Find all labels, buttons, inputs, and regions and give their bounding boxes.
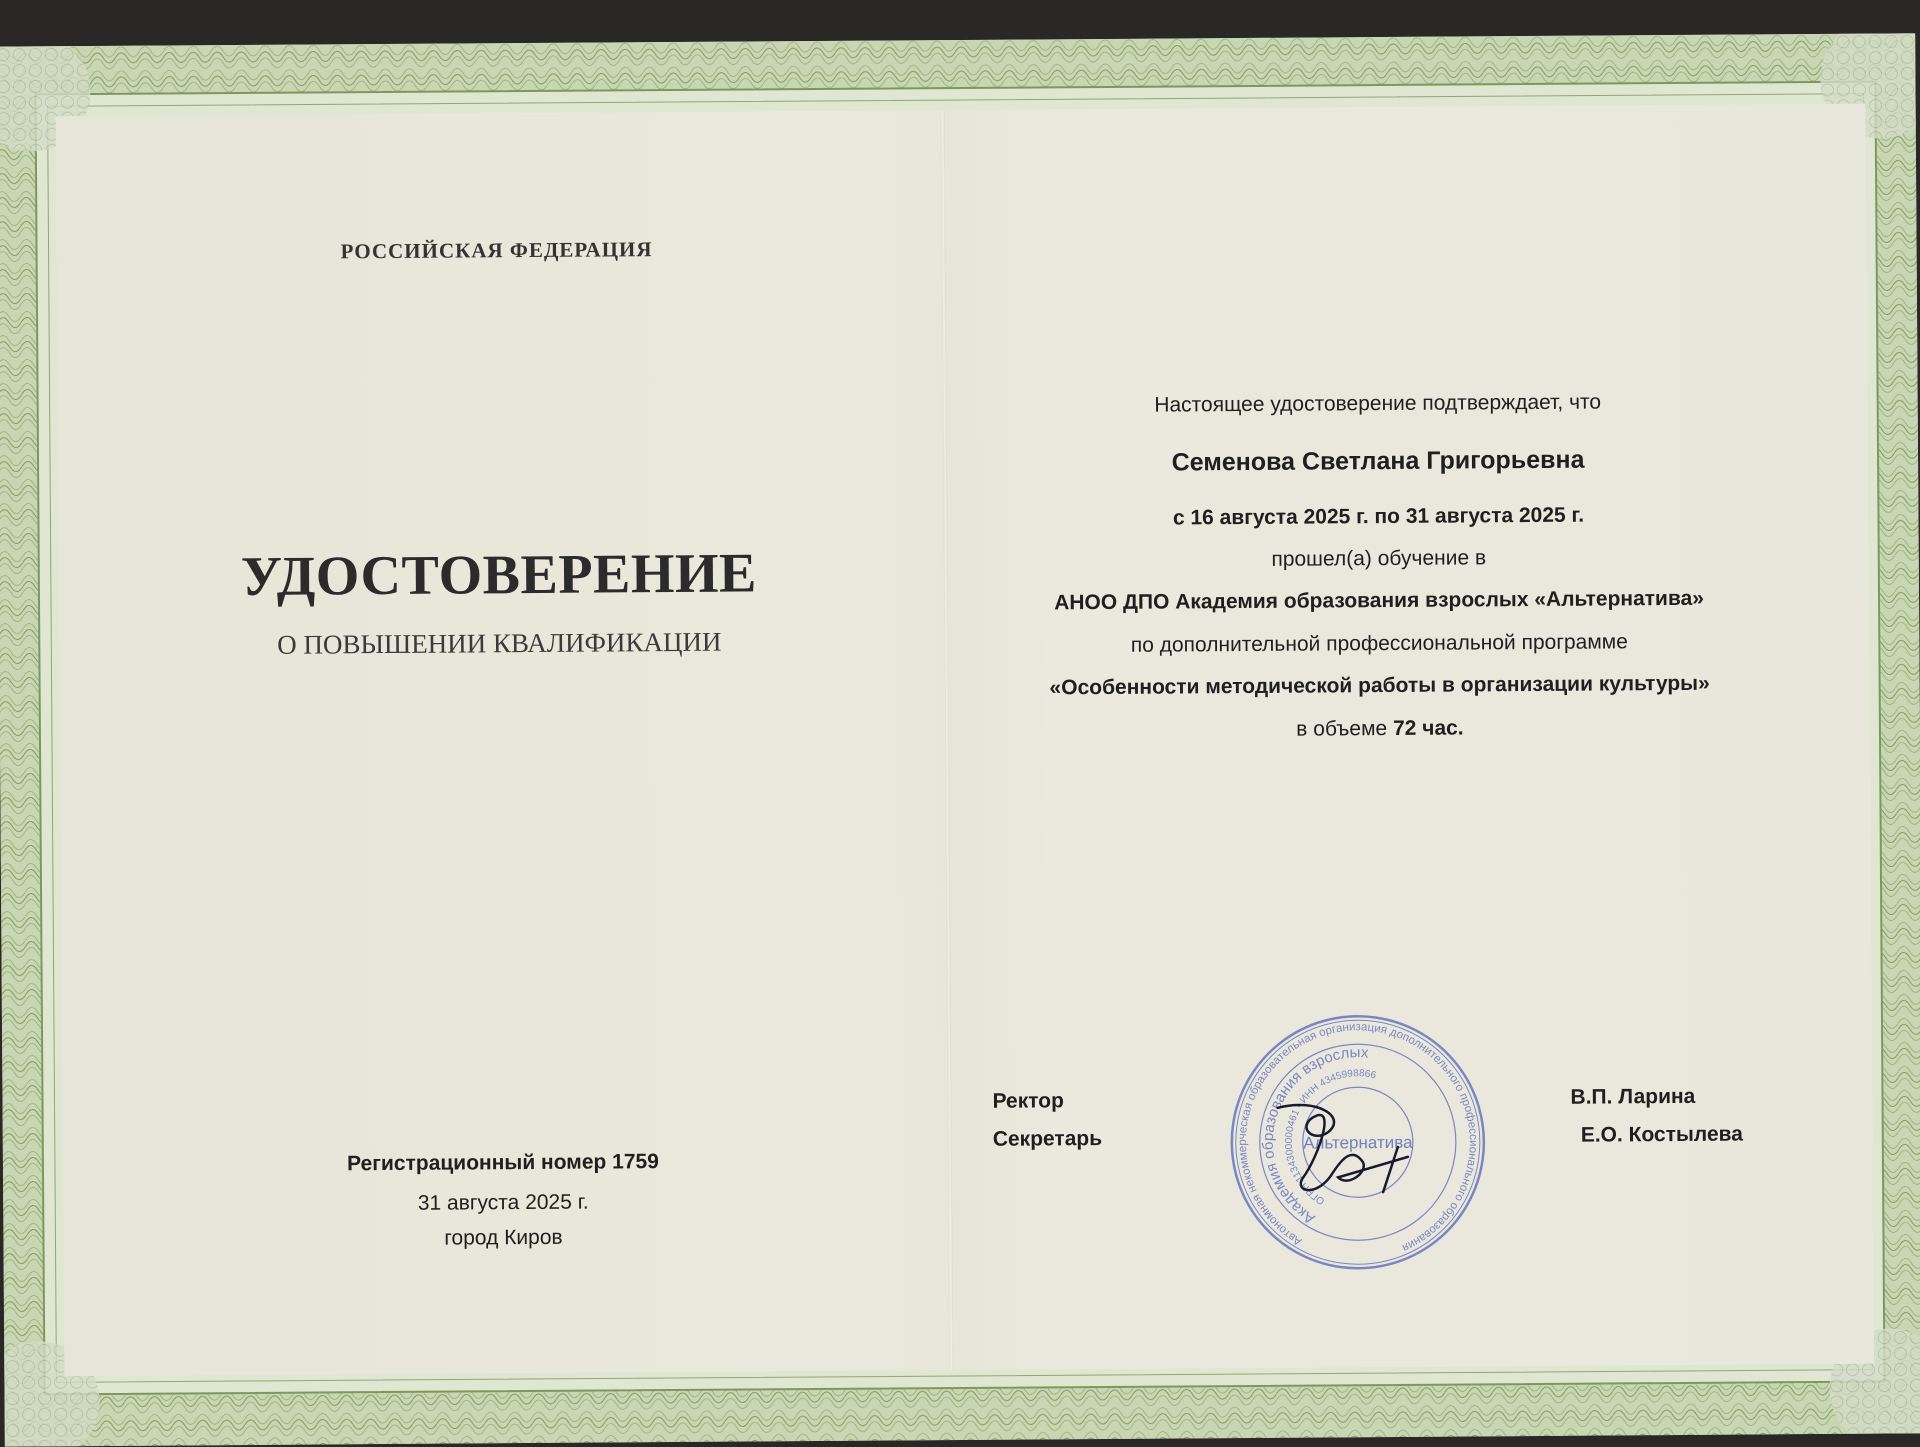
- federation-heading: РОССИЙСКАЯ ФЕДЕРАЦИЯ: [340, 237, 653, 264]
- registration-number: Регистрационный номер 1759: [346, 1150, 659, 1176]
- rector-name: В.П. Ларина: [1570, 1084, 1696, 1109]
- stamp-ids-text: ОГРН 1134300000461 • ИНН 4345998866: [1283, 1068, 1378, 1207]
- stamp-inner-text: Академия образования взрослых: [1259, 1044, 1370, 1228]
- secretary-name: Е.О. Костылева: [1580, 1122, 1744, 1147]
- stamp-center-text: Альтернатива: [1303, 1132, 1413, 1153]
- rector-label: Ректор: [992, 1089, 1064, 1113]
- issue-city: город Киров: [444, 1225, 563, 1250]
- training-period-text: с 16 августа 2025 г. по 31 августа 2025 г.: [1172, 503, 1585, 530]
- secretary-label: Секретарь: [992, 1127, 1103, 1151]
- confirm-text: Настоящее удостоверение подтверждает, что: [1154, 390, 1602, 417]
- certificate-subtitle: О ПОВЫШЕНИИ КВАЛИФИКАЦИИ: [277, 626, 722, 660]
- completed-training-text: прошел(а) обучение в: [1271, 546, 1487, 571]
- volume-prefix: в объеме: [1296, 717, 1388, 741]
- volume-value: 72 час.: [1392, 716, 1464, 740]
- paper-inner-area: [56, 104, 1875, 1377]
- certificate-title: УДОСТОВЕРЕНИЕ: [240, 542, 758, 609]
- rector-signature: [1257, 1077, 1428, 1208]
- holder-full-name: Семенова Светлана Григорьевна: [1171, 445, 1585, 477]
- issue-date: 31 августа 2025 г.: [417, 1190, 589, 1215]
- program-name: «Особенности методической работы в организации культуры»: [1049, 671, 1710, 700]
- organization-name: АНОО ДПО Академия образования взрослых «Альтернатива»: [1054, 586, 1704, 615]
- stamp-outer-text: Автономная некоммерческая образовательная организация дополнительного профессионального образования: [1236, 1021, 1479, 1254]
- certificate-document: [0, 33, 1920, 1446]
- program-intro: по дополнительной профессиональной программе: [1130, 630, 1628, 657]
